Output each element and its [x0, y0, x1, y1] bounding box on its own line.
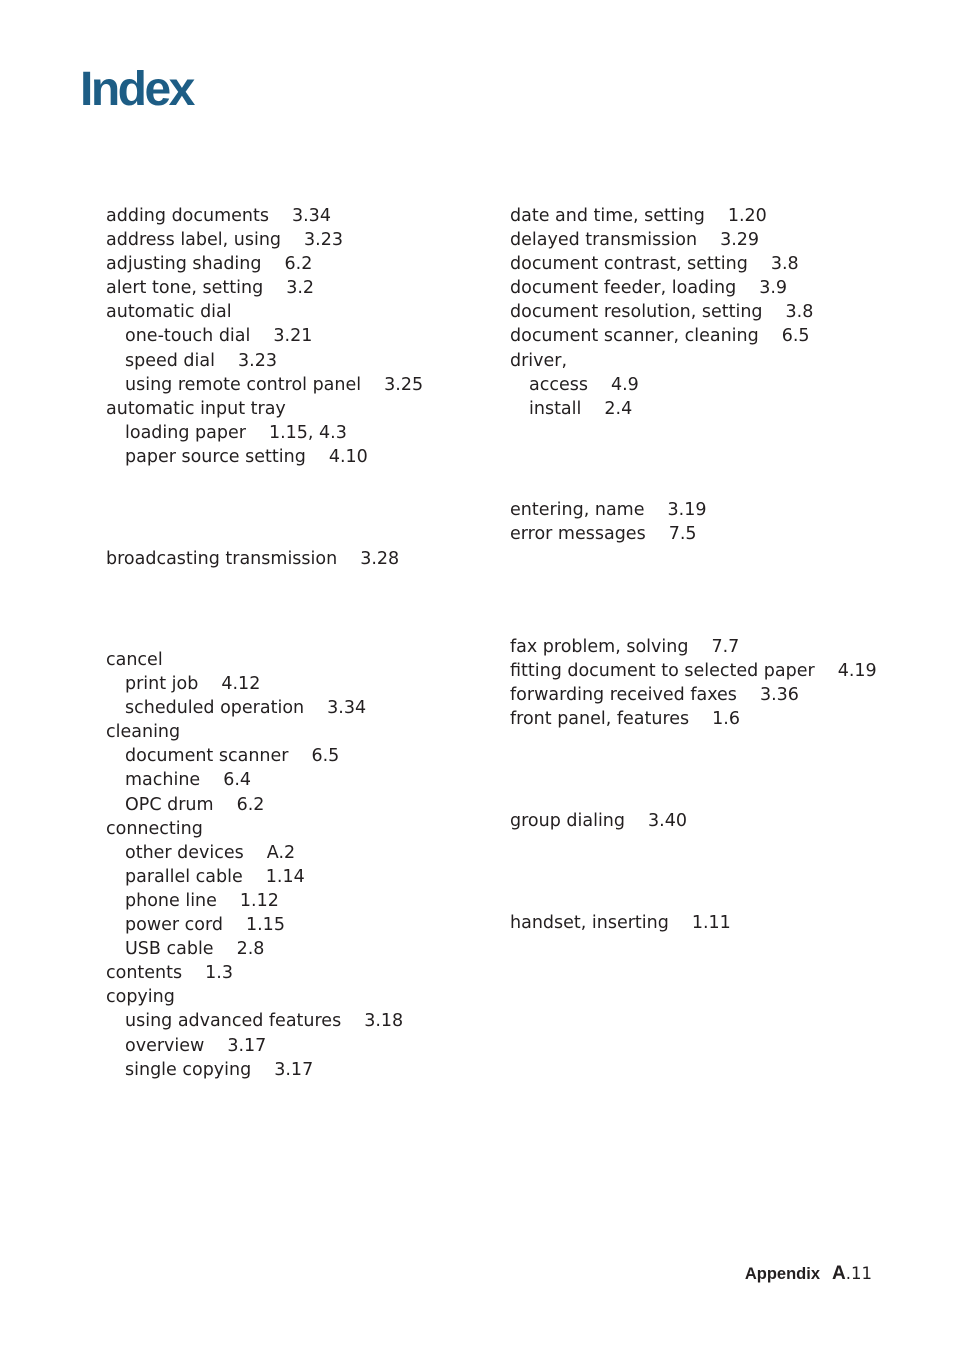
- index-entry: [106, 228, 423, 252]
- index-entry: [510, 683, 877, 707]
- index-term: cancel: [106, 650, 163, 670]
- index-entry: [106, 720, 403, 744]
- index-entry: [510, 228, 813, 252]
- index-page-ref: 1.11: [691, 913, 731, 933]
- index-page-ref: 2.4: [604, 398, 633, 419]
- index-entry: [106, 985, 403, 1009]
- index-term: connecting: [106, 818, 203, 839]
- page-title: Index: [80, 63, 193, 116]
- index-term: document feeder, loading: [510, 278, 737, 299]
- index-entry: [510, 324, 813, 348]
- index-group-d: [510, 204, 813, 421]
- index-subentry: [106, 937, 403, 961]
- index-term: date and time, setting: [510, 206, 705, 226]
- index-term: automatic dial: [106, 302, 232, 323]
- index-term: delayed transmission: [510, 230, 698, 251]
- index-term: OPC drum: [125, 794, 214, 815]
- index-term: automatic input tray: [106, 398, 286, 419]
- index-entry: [106, 397, 423, 421]
- index-group-f: [510, 635, 877, 731]
- index-page-ref: 3.23: [304, 230, 344, 251]
- footer-appendix-letter: A: [832, 1263, 846, 1284]
- index-subentry: [510, 397, 813, 421]
- index-entry: [510, 809, 687, 833]
- index-entry: [510, 659, 877, 683]
- index-term: error messages: [510, 524, 646, 545]
- index-subentry: [106, 865, 403, 889]
- index-entry: [106, 961, 403, 985]
- index-page-ref: 1.20: [727, 206, 767, 226]
- index-page-ref: 4.9: [610, 374, 639, 395]
- index-entry: [106, 252, 423, 276]
- index-page-ref: 1.14: [265, 866, 305, 887]
- index-entry: [510, 252, 813, 276]
- index-term: access: [529, 374, 588, 395]
- index-term: using remote control panel: [125, 374, 362, 395]
- index-page-ref: 3.17: [274, 1059, 314, 1080]
- index-page-ref: 3.8: [770, 254, 799, 275]
- index-term: other devices: [125, 842, 244, 863]
- index-subentry: [106, 1009, 403, 1033]
- index-page-ref: 1.12: [239, 890, 279, 911]
- index-page-ref: A.2: [266, 842, 296, 863]
- index-page-ref: 6.4: [223, 770, 252, 791]
- index-term: contents: [106, 963, 183, 984]
- index-term: machine: [125, 770, 201, 791]
- index-term: fitting document to selected paper: [510, 661, 815, 682]
- index-term: document resolution, setting: [510, 302, 763, 323]
- index-term: paper source setting: [125, 446, 306, 467]
- index-group-a: [106, 204, 423, 469]
- index-subentry: [106, 445, 423, 469]
- index-entry: [510, 707, 877, 731]
- index-page-ref: 3.2: [286, 278, 315, 299]
- index-term: parallel cable: [125, 866, 243, 887]
- index-subentry: [106, 744, 403, 768]
- index-page-ref: 3.23: [238, 350, 277, 371]
- index-page-ref: 6.2: [284, 254, 313, 275]
- index-term: broadcasting transmission: [106, 549, 338, 569]
- index-entry: [106, 547, 399, 571]
- index-page-ref: 2.8: [236, 939, 265, 960]
- index-entry: [510, 276, 813, 300]
- index-page-ref: 3.36: [759, 685, 799, 706]
- index-page-ref: 3.17: [227, 1035, 267, 1056]
- index-entry: [510, 349, 813, 373]
- index-page-ref: 7.5: [668, 524, 697, 545]
- index-entry: [510, 635, 877, 659]
- index-entry: [106, 300, 423, 324]
- index-page-ref: 4.12: [221, 674, 261, 695]
- index-term: driver,: [510, 350, 568, 371]
- index-term: using advanced features: [125, 1011, 342, 1032]
- index-page-ref: 1.6: [712, 709, 741, 730]
- index-page-ref: 3.34: [291, 206, 331, 226]
- index-subentry: [106, 889, 403, 913]
- index-term: front panel, features: [510, 709, 690, 730]
- index-group-e: [510, 498, 706, 546]
- index-group-b: [106, 547, 399, 571]
- index-subentry: [106, 349, 423, 373]
- index-page-ref: 3.21: [273, 326, 313, 347]
- index-term: document contrast, setting: [510, 254, 748, 275]
- index-page-ref: 4.10: [328, 446, 368, 467]
- index-term: overview: [125, 1035, 205, 1056]
- index-term: document scanner: [125, 746, 289, 767]
- footer-section-label: Appendix: [744, 1265, 821, 1283]
- footer-page-number: .11: [845, 1264, 872, 1283]
- index-term: one-touch dial: [125, 326, 251, 347]
- index-term: power cord: [125, 915, 223, 936]
- index-term: adjusting shading: [106, 254, 262, 275]
- index-subentry: [106, 1034, 403, 1058]
- index-page-ref: 6.2: [236, 794, 265, 815]
- index-term: fax problem, solving: [510, 637, 689, 657]
- index-page-ref: 6.5: [311, 746, 340, 767]
- index-term: alert tone, setting: [106, 278, 264, 299]
- index-page-ref: 3.25: [384, 374, 424, 395]
- index-entry: [510, 300, 813, 324]
- index-subentry: [510, 373, 813, 397]
- index-term: scheduled operation: [125, 698, 305, 719]
- index-subentry: [106, 696, 403, 720]
- index-term: cleaning: [106, 722, 181, 743]
- page-footer: [745, 1263, 872, 1285]
- index-page-ref: 1.15: [245, 915, 285, 936]
- index-term: handset, inserting: [510, 913, 669, 933]
- index-page-ref: 3.34: [327, 698, 367, 719]
- index-term: group dialing: [510, 811, 626, 831]
- index-entry: [510, 911, 731, 935]
- index-subentry: [106, 421, 423, 445]
- index-group-g: [510, 809, 687, 833]
- index-page-ref: 3.9: [759, 278, 788, 299]
- index-term: forwarding received faxes: [510, 685, 737, 706]
- index-subentry: [106, 373, 423, 397]
- index-term: install: [529, 398, 582, 419]
- index-group-h: [510, 911, 731, 935]
- index-subentry: [106, 672, 403, 696]
- index-page-ref: 4.19: [837, 661, 877, 682]
- index-term: USB cable: [125, 939, 214, 960]
- index-term: loading paper: [125, 422, 246, 443]
- index-page-ref: 3.40: [648, 811, 687, 831]
- index-term: phone line: [125, 890, 217, 911]
- index-page-ref: 3.28: [360, 549, 400, 569]
- index-page-ref: 7.7: [711, 637, 740, 657]
- index-term: speed dial: [125, 350, 215, 371]
- index-entry: [106, 276, 423, 300]
- index-page-ref: 3.8: [785, 302, 814, 323]
- index-term: document scanner, cleaning: [510, 326, 759, 347]
- index-page-ref: 3.19: [667, 500, 707, 520]
- index-subentry: [106, 768, 403, 792]
- index-entry: [106, 204, 423, 228]
- index-term: entering, name: [510, 500, 645, 520]
- index-term: print job: [125, 674, 199, 695]
- index-term: single copying: [125, 1059, 252, 1080]
- index-entry: [510, 522, 706, 546]
- index-subentry: [106, 793, 403, 817]
- index-entry: [106, 648, 403, 672]
- index-subentry: [106, 324, 423, 348]
- index-subentry: [106, 841, 403, 865]
- index-entry: [510, 204, 813, 228]
- index-page-ref: 1.15, 4.3: [268, 422, 347, 443]
- index-page-ref: 3.29: [720, 230, 760, 251]
- index-page-ref: 1.3: [205, 963, 233, 984]
- index-group-c: [106, 648, 403, 1082]
- index-page-ref: 3.18: [364, 1011, 404, 1032]
- index-entry: [510, 498, 706, 522]
- index-term: adding documents: [106, 206, 269, 226]
- index-page-ref: 6.5: [781, 326, 810, 347]
- index-term: copying: [106, 987, 175, 1008]
- index-entry: [106, 817, 403, 841]
- index-subentry: [106, 1058, 403, 1082]
- index-subentry: [106, 913, 403, 937]
- index-term: address label, using: [106, 230, 282, 251]
